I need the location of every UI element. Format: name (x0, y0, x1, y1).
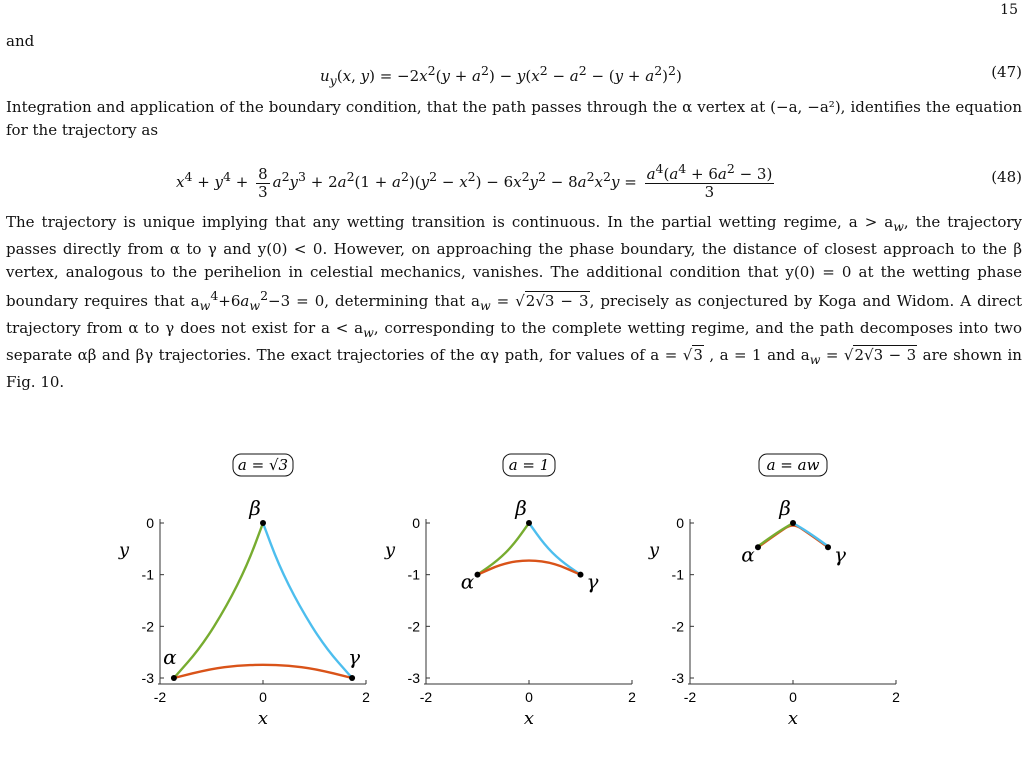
y-axis-label: y (118, 539, 130, 561)
y-tick-label: 0 (412, 515, 420, 531)
y-tick-label: -1 (141, 566, 154, 583)
figure-10 (0, 450, 1030, 750)
series-line-1 (758, 526, 828, 548)
x-tick-label: 2 (362, 689, 370, 705)
vertex-point (475, 572, 481, 578)
y-tick-label: -3 (141, 670, 154, 686)
chart-panel-3 (648, 454, 900, 729)
vertex-label: α (741, 542, 755, 567)
y-tick-label: -3 (407, 670, 420, 686)
chart-title: a = √3 (237, 456, 289, 474)
vertex-point (260, 520, 266, 526)
y-axis-label: y (648, 539, 660, 561)
vertex-point (790, 520, 796, 526)
vertex-point (526, 520, 532, 526)
x-axis-label: x (523, 708, 535, 729)
vertex-label: γ (348, 645, 361, 669)
vertex-point (171, 675, 177, 681)
vertex-label: β (515, 496, 527, 520)
x-tick-label: -2 (683, 689, 697, 705)
x-tick-label: 2 (892, 689, 900, 705)
series-line-2 (263, 523, 352, 678)
chart-panel-1 (118, 454, 370, 729)
x-tick-label: 0 (259, 689, 267, 705)
equation-number-47: (47) (991, 63, 1022, 81)
vertex-label: γ (586, 569, 599, 594)
x-tick-label: 0 (525, 689, 533, 705)
text-and: and (6, 32, 35, 50)
equation-number-48: (48) (991, 168, 1022, 186)
y-tick-label: -2 (407, 618, 420, 635)
series-line-3 (793, 523, 828, 546)
vertex-label: γ (834, 542, 846, 567)
y-tick-label: 0 (676, 515, 684, 531)
x-tick-label: 2 (628, 689, 636, 705)
vertex-point (578, 572, 584, 578)
chart-title: a = aw (766, 456, 820, 474)
series-line-2 (529, 523, 581, 575)
x-tick-label: -2 (153, 689, 167, 705)
vertex-point (825, 544, 831, 550)
y-tick-label: -2 (671, 618, 684, 635)
paragraph-integration: Integration and application of the boundary condition, that the path passes through the α vertex at (−a, −a²), identifies the equation for the trajectory as (6, 98, 1022, 139)
series-line-1 (174, 523, 263, 678)
vertex-label: β (249, 496, 261, 520)
y-tick-label: -1 (407, 566, 420, 583)
series-line-1 (478, 523, 530, 575)
chart-title: a = 1 (508, 456, 550, 474)
vertex-label: β (779, 496, 791, 520)
y-tick-label: -1 (671, 566, 684, 583)
paragraph-trajectory: The trajectory is unique implying that any wetting transition is continuous. In the partial wetting regime, $a > a_w$, the trajectory passes directly from α to γ and y(0) < 0. However, on approaching the phase boundary, the distance of closest approach to the β vertex, analogous to the perihelion in celestial mechanics, vanishes. The additional condition that y(0) = 0 at the wetting phase boundary requires that $a_w^4+6a_w^2-3 = 0$, determining that $a_w = √2√3 - 3$, precisely as conjectured by Koga and Widom. A direct trajectory from α to γ does not exist for $a < a_w$, corresponding to the complete wetting regime, and the path decomposes into two separate αβ and βγ trajectories. The exact trajectories of the αγ path, for values of a = √3 , a = 1 and $a_w = √2√3 - 3$ are shown in Fig. 10. (6, 213, 1023, 391)
x-axis-label: x (257, 708, 269, 729)
y-tick-label: -3 (671, 670, 684, 686)
vertex-label: α (163, 645, 177, 669)
vertex-label: α (460, 569, 475, 594)
y-axis-label: y (384, 539, 396, 561)
x-axis-label: x (787, 708, 799, 729)
series-line-3 (174, 665, 352, 678)
x-tick-label: 0 (789, 689, 797, 705)
vertex-point (349, 675, 355, 681)
series-line-2 (758, 523, 793, 546)
chart-panel-2 (384, 454, 636, 729)
y-tick-label: -2 (141, 618, 154, 635)
y-tick-label: 0 (146, 515, 154, 531)
x-tick-label: -2 (419, 689, 433, 705)
vertex-point (755, 544, 761, 550)
page-number: 15 (1000, 2, 1018, 18)
